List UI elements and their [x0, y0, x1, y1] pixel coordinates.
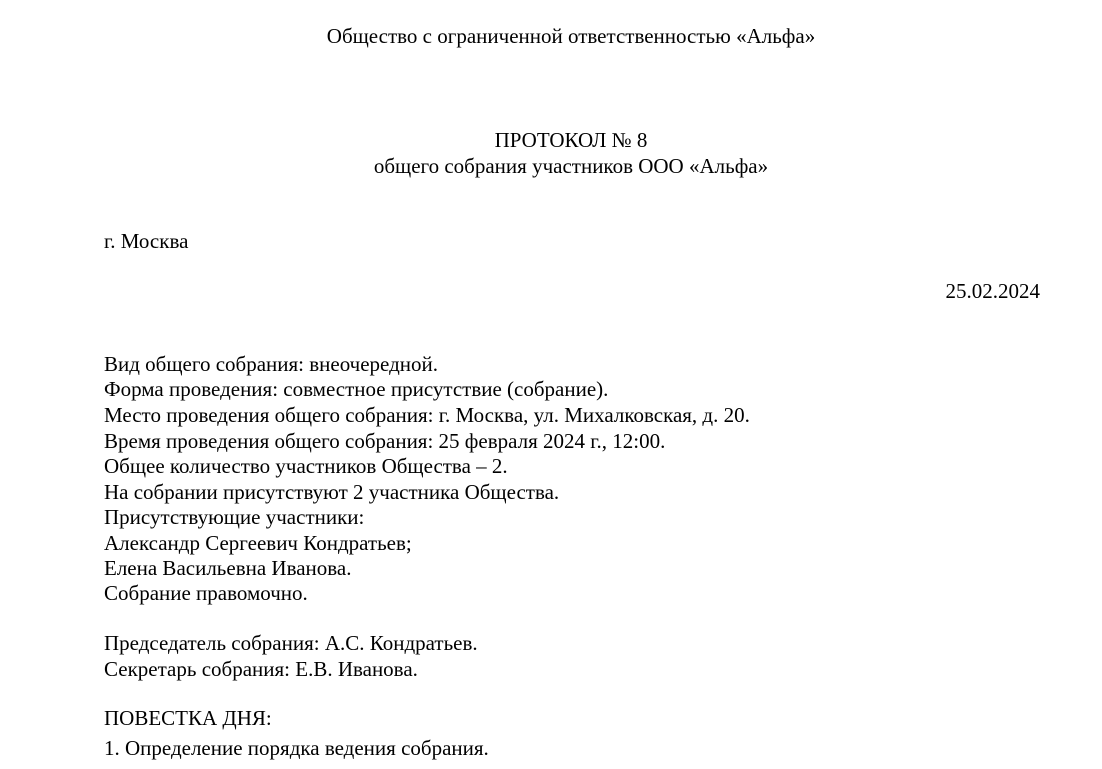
protocol-date: 25.02.2024 — [945, 279, 1040, 303]
agenda-item: 1. Определение порядка ведения собрания. — [104, 736, 489, 760]
meeting-place: Место проведения общего собрания: г. Москва, ул. Михалковская, д. 20. — [104, 403, 750, 427]
meeting-form: Форма проведения: совместное присутствие (собрание). — [104, 377, 609, 401]
participants-total: Общее количество участников Общества – 2. — [104, 454, 508, 478]
protocol-subtitle: общего собрания участников ООО «Альфа» — [373, 154, 769, 178]
meeting-type: Вид общего собрания: внеочередной. — [104, 352, 439, 376]
organization-header: Общество с ограниченной ответственностью «Альфа» — [326, 24, 816, 48]
protocol-title: ПРОТОКОЛ № 8 — [494, 128, 648, 152]
participants-present: На собрании присутствуют 2 участника Общества. — [104, 480, 560, 504]
chairman: Председатель собрания: А.С. Кондратьев. — [104, 631, 478, 655]
quorum-statement: Собрание правомочно. — [104, 581, 308, 605]
agenda-heading: ПОВЕСТКА ДНЯ: — [104, 706, 272, 730]
meeting-time: Время проведения общего собрания: 25 февраля 2024 г., 12:00. — [104, 429, 666, 453]
participant-item: Елена Васильевна Иванова. — [104, 556, 352, 580]
secretary: Секретарь собрания: Е.В. Иванова. — [104, 657, 418, 681]
participant-item: Александр Сергеевич Кондратьев; — [104, 531, 412, 555]
city: г. Москва — [104, 229, 189, 253]
participants-heading: Присутствующие участники: — [104, 505, 365, 529]
